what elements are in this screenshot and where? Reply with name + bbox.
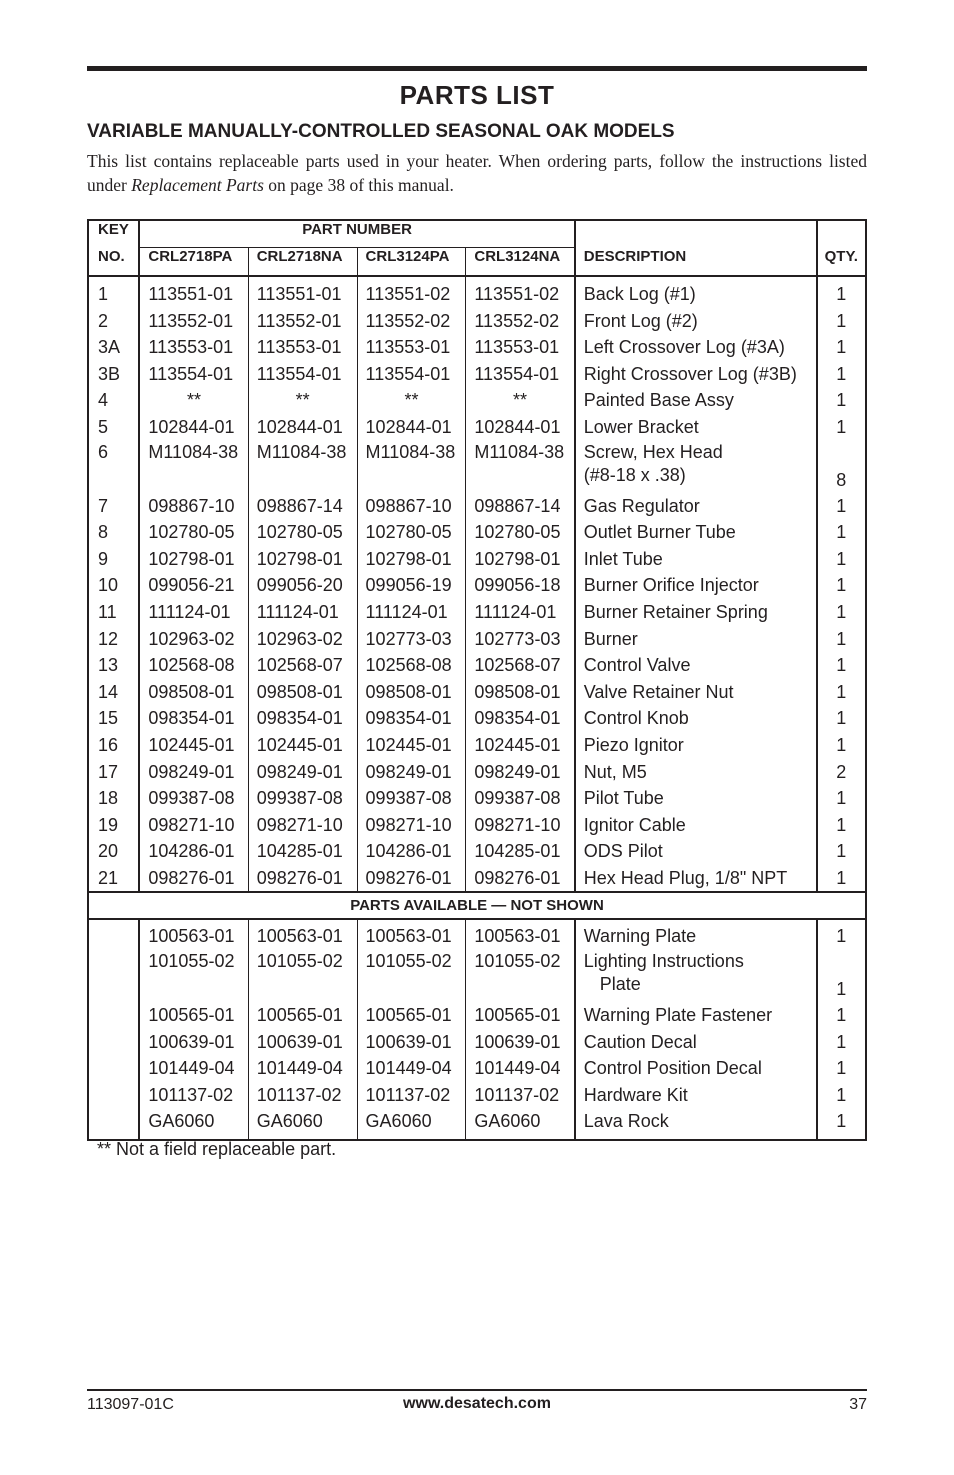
part-number-cell: 098276-01	[357, 865, 466, 893]
description-cell	[575, 759, 817, 786]
part-number-cell: 098249-01	[466, 759, 575, 786]
description-cell	[575, 361, 817, 388]
description-text-continued: (#8-18 x .38)	[583, 464, 686, 485]
quantity-cell: 1	[817, 493, 866, 520]
quantity-cell: 1	[817, 308, 866, 335]
description-cell	[575, 334, 817, 361]
part-number-cell: 113553-01	[466, 334, 575, 361]
quantity-cell: 1	[817, 865, 866, 893]
part-number-cell: 098276-01	[466, 865, 575, 893]
part-number-cell: 098508-01	[248, 679, 357, 706]
description-text: Valve Retainer Nut	[583, 681, 734, 702]
part-number-cell: 099056-19	[357, 572, 466, 599]
description-cell	[575, 865, 817, 893]
part-number-cell: 099387-08	[139, 785, 248, 812]
model-header-3: CRL3124PA	[357, 248, 466, 277]
key-number-empty	[88, 1029, 139, 1056]
part-number-cell: 113552-02	[466, 308, 575, 335]
key-number-empty	[88, 919, 139, 950]
description-cell	[575, 838, 817, 865]
part-number-cell: 101137-02	[248, 1082, 357, 1109]
part-number-cell: 098276-01	[139, 865, 248, 893]
description-cell	[575, 732, 817, 759]
part-number-cell: **	[357, 387, 466, 414]
description-cell	[575, 387, 817, 414]
description-cell	[575, 785, 817, 812]
part-number-cell: 100639-01	[139, 1029, 248, 1056]
key-number-empty	[88, 950, 139, 1002]
description-cell	[575, 572, 817, 599]
key-number: 20	[98, 841, 119, 862]
part-row	[88, 626, 866, 653]
part-number-cell: 099387-08	[466, 785, 575, 812]
available-parts-body	[88, 919, 866, 1140]
qty-header: QTY.	[817, 248, 866, 277]
key-number: 4	[98, 390, 109, 411]
key-number: 13	[98, 655, 119, 676]
part-number-cell: 098271-10	[248, 812, 357, 839]
quantity-cell: 1	[817, 812, 866, 839]
description-text: Pilot Tube	[583, 788, 664, 809]
part-row	[88, 865, 866, 893]
key-number-empty	[88, 1108, 139, 1140]
key-number: 3B	[98, 363, 121, 384]
description-text: Control Knob	[583, 708, 689, 729]
part-number-cell: **	[466, 387, 575, 414]
quantity-cell: 1	[817, 1082, 866, 1109]
description-cell	[575, 276, 817, 308]
part-row	[88, 308, 866, 335]
part-number-cell: 101055-02	[466, 950, 575, 1002]
part-number-cell: 100563-01	[139, 919, 248, 950]
quantity-cell: 1	[817, 785, 866, 812]
part-number-cell: M11084-38	[139, 441, 248, 493]
part-number-cell: 100563-01	[466, 919, 575, 950]
part-number-cell: 104285-01	[248, 838, 357, 865]
description-cell	[575, 705, 817, 732]
part-number-cell: 101449-04	[466, 1055, 575, 1082]
part-number-cell: 099387-08	[357, 785, 466, 812]
qty-header-spacer	[817, 220, 866, 248]
available-part-row	[88, 1108, 866, 1140]
quantity-cell: 1	[817, 276, 866, 308]
part-number-cell: GA6060	[357, 1108, 466, 1140]
part-number-cell: M11084-38	[466, 441, 575, 493]
key-number: 11	[98, 601, 117, 622]
description-text: Lava Rock	[583, 1111, 669, 1132]
part-number-cell: GA6060	[248, 1108, 357, 1140]
part-row	[88, 414, 866, 441]
quantity-cell: 1	[817, 838, 866, 865]
part-number-cell: 113553-01	[357, 334, 466, 361]
key-number: 19	[98, 814, 119, 835]
description-header: DESCRIPTION	[575, 248, 817, 277]
available-part-row	[88, 1082, 866, 1109]
quantity-cell: 1	[817, 361, 866, 388]
part-number-cell: 102445-01	[248, 732, 357, 759]
part-number-cell: 104286-01	[357, 838, 466, 865]
description-cell	[575, 1002, 817, 1029]
quantity-cell: 1	[817, 1108, 866, 1140]
description-text: Warning Plate	[583, 926, 697, 947]
parts-table-body	[88, 276, 866, 892]
part-number-cell: 101137-02	[466, 1082, 575, 1109]
key-number-empty	[88, 1002, 139, 1029]
key-number: 2	[98, 310, 109, 331]
part-number-cell: 101137-02	[139, 1082, 248, 1109]
part-row	[88, 705, 866, 732]
part-number-header: PART NUMBER	[139, 220, 574, 248]
part-row	[88, 572, 866, 599]
part-number-cell: 113551-01	[139, 276, 248, 308]
part-number-cell: 102798-01	[357, 546, 466, 573]
part-number-cell: 102844-01	[248, 414, 357, 441]
part-number-cell: 113551-02	[357, 276, 466, 308]
parts-table-header	[88, 220, 866, 276]
part-number-cell: 113551-01	[248, 276, 357, 308]
part-number-cell: 102963-02	[248, 626, 357, 653]
part-number-cell: 102798-01	[248, 546, 357, 573]
description-text: ODS Pilot	[583, 841, 663, 862]
part-number-cell: 101137-02	[357, 1082, 466, 1109]
part-number-cell: 102780-05	[139, 519, 248, 546]
available-part-row	[88, 950, 866, 1002]
description-text: Control Valve	[583, 655, 691, 676]
description-cell	[575, 950, 817, 1002]
quantity-cell: 1	[817, 950, 866, 1002]
part-number-cell: 100639-01	[357, 1029, 466, 1056]
part-number-cell: 098271-10	[466, 812, 575, 839]
part-number-cell: 102568-08	[357, 652, 466, 679]
description-text: Burner Retainer Spring	[583, 601, 768, 622]
part-number-cell: 102780-05	[248, 519, 357, 546]
description-text-continued: Plate	[599, 974, 641, 995]
key-number-empty	[88, 1082, 139, 1109]
part-row	[88, 759, 866, 786]
part-number-cell: 102773-03	[466, 626, 575, 653]
part-row	[88, 361, 866, 388]
website-link: www.desatech.com	[403, 1395, 551, 1412]
intro-italic-reference: Replacement Parts	[131, 175, 264, 195]
key-number: 14	[98, 681, 119, 702]
section-subtitle: VARIABLE MANUALLY-CONTROLLED SEASONAL OAK MODELS	[87, 121, 675, 142]
part-number-cell: 099056-18	[466, 572, 575, 599]
part-number-cell: 102568-07	[466, 652, 575, 679]
quantity-cell: 1	[817, 334, 866, 361]
description-cell	[575, 1082, 817, 1109]
quantity-cell: 1	[817, 652, 866, 679]
parts-available-heading: PARTS AVAILABLE — NOT SHOWN	[88, 892, 866, 919]
part-row	[88, 838, 866, 865]
key-header-top: KEY	[98, 221, 129, 238]
part-number-cell: 098249-01	[248, 759, 357, 786]
part-number-cell: 098508-01	[466, 679, 575, 706]
part-number-cell: 098354-01	[466, 705, 575, 732]
part-row	[88, 519, 866, 546]
part-number-cell: 101055-02	[248, 950, 357, 1002]
part-number-cell: 098276-01	[248, 865, 357, 893]
bottom-rule	[87, 1389, 867, 1391]
part-number-cell: 101449-04	[139, 1055, 248, 1082]
quantity-cell: 1	[817, 732, 866, 759]
part-number-cell: 098249-01	[139, 759, 248, 786]
part-number-cell: GA6060	[139, 1108, 248, 1140]
description-cell	[575, 1055, 817, 1082]
description-cell	[575, 546, 817, 573]
description-cell	[575, 1108, 817, 1140]
part-number-cell: 100565-01	[466, 1002, 575, 1029]
part-number-cell: 100563-01	[248, 919, 357, 950]
part-number-cell: 102568-08	[139, 652, 248, 679]
part-row	[88, 679, 866, 706]
part-number-cell: 113554-01	[248, 361, 357, 388]
quantity-cell: 1	[817, 1002, 866, 1029]
part-number-cell: 102568-07	[248, 652, 357, 679]
model-header-1: CRL2718PA	[139, 248, 248, 277]
part-number-cell: M11084-38	[248, 441, 357, 493]
part-number-cell: 113552-01	[139, 308, 248, 335]
part-row	[88, 732, 866, 759]
part-number-cell: 100565-01	[248, 1002, 357, 1029]
part-number-cell: 102844-01	[139, 414, 248, 441]
available-part-row	[88, 1055, 866, 1082]
part-number-cell: 098249-01	[357, 759, 466, 786]
page-number: 37	[849, 1396, 867, 1413]
page-title: PARTS LIST	[399, 80, 555, 110]
part-number-cell: 100565-01	[139, 1002, 248, 1029]
part-number-cell: 098271-10	[139, 812, 248, 839]
description-text: Front Log (#2)	[583, 310, 698, 331]
part-number-cell: 101449-04	[248, 1055, 357, 1082]
part-number-cell: 098271-10	[357, 812, 466, 839]
part-number-cell: 100565-01	[357, 1002, 466, 1029]
key-number: 6	[98, 441, 109, 462]
part-number-cell: 102798-01	[139, 546, 248, 573]
part-number-cell: 098354-01	[248, 705, 357, 732]
part-number-cell: 113553-01	[248, 334, 357, 361]
section-divider	[88, 892, 866, 919]
key-number: 12	[98, 628, 119, 649]
part-row	[88, 441, 866, 493]
intro-text-end: on page 38 of this manual.	[263, 175, 454, 195]
part-number-cell: 102963-02	[139, 626, 248, 653]
model-header-2: CRL2718NA	[248, 248, 357, 277]
description-text: Back Log (#1)	[583, 284, 696, 304]
part-number-cell: 102780-05	[466, 519, 575, 546]
part-number-cell: 102798-01	[466, 546, 575, 573]
description-cell	[575, 626, 817, 653]
part-number-cell: 113554-01	[357, 361, 466, 388]
key-number: 10	[98, 575, 119, 596]
description-text: Outlet Burner Tube	[583, 522, 736, 543]
key-header-bottom: NO.	[98, 247, 125, 265]
description-cell	[575, 599, 817, 626]
quantity-cell: 1	[817, 599, 866, 626]
description-text: Piezo Ignitor	[583, 734, 684, 755]
key-number: 18	[98, 788, 119, 809]
part-number-cell: 100639-01	[466, 1029, 575, 1056]
footnote: ** Not a field replaceable part.	[97, 1139, 337, 1159]
part-number-cell: 099056-20	[248, 572, 357, 599]
part-number-cell: 098867-10	[139, 493, 248, 520]
available-part-row	[88, 919, 866, 950]
key-number: 1	[98, 284, 109, 304]
key-number: 9	[98, 548, 109, 569]
description-text: Inlet Tube	[583, 548, 663, 569]
key-number: 7	[98, 495, 109, 516]
key-number: 21	[98, 867, 119, 888]
part-number-cell: **	[139, 387, 248, 414]
key-number: 5	[98, 416, 109, 437]
available-part-row	[88, 1002, 866, 1029]
part-row	[88, 276, 866, 308]
quantity-cell: 1	[817, 679, 866, 706]
description-text: Warning Plate Fastener	[583, 1005, 773, 1026]
part-number-cell: 113554-01	[466, 361, 575, 388]
part-row	[88, 652, 866, 679]
quantity-cell: 1	[817, 387, 866, 414]
part-number-cell: 101055-02	[357, 950, 466, 1002]
part-number-cell: 098354-01	[139, 705, 248, 732]
quantity-cell: 1	[817, 1029, 866, 1056]
part-number-cell: 111124-01	[139, 599, 248, 626]
part-number-cell: 102844-01	[357, 414, 466, 441]
description-text: Left Crossover Log (#3A)	[583, 337, 785, 358]
part-row	[88, 387, 866, 414]
part-row	[88, 599, 866, 626]
description-text: Painted Base Assy	[583, 390, 734, 411]
part-number-cell: 113551-02	[466, 276, 575, 308]
part-number-cell: 102773-03	[357, 626, 466, 653]
part-number-cell: 113554-01	[139, 361, 248, 388]
description-text: Lower Bracket	[583, 416, 699, 437]
description-cell	[575, 493, 817, 520]
quantity-cell: 1	[817, 414, 866, 441]
description-text: Caution Decal	[583, 1031, 697, 1052]
part-row	[88, 334, 866, 361]
description-text: Hex Head Plug, 1/8" NPT	[583, 867, 788, 888]
part-number-cell: 111124-01	[248, 599, 357, 626]
key-number-empty	[88, 1055, 139, 1082]
description-text: Gas Regulator	[583, 495, 700, 516]
part-number-cell: 111124-01	[357, 599, 466, 626]
part-number-cell: M11084-38	[357, 441, 466, 493]
part-number-cell: 111124-01	[466, 599, 575, 626]
description-text: Ignitor Cable	[583, 814, 686, 835]
quantity-cell: 1	[817, 1055, 866, 1082]
part-number-cell: 098508-01	[357, 679, 466, 706]
description-text: Hardware Kit	[583, 1084, 688, 1105]
quantity-cell: 1	[817, 519, 866, 546]
description-text: Right Crossover Log (#3B)	[583, 363, 797, 384]
part-number-cell: 101449-04	[357, 1055, 466, 1082]
top-rule	[87, 66, 867, 71]
part-number-cell: 102445-01	[139, 732, 248, 759]
part-number-cell: 101055-02	[139, 950, 248, 1002]
part-number-cell: 099387-08	[248, 785, 357, 812]
description-text: Screw, Hex Head	[583, 441, 723, 462]
quantity-cell: 1	[817, 572, 866, 599]
quantity-cell: 8	[817, 441, 866, 493]
part-number-cell: 100639-01	[248, 1029, 357, 1056]
available-part-row	[88, 1029, 866, 1056]
quantity-cell: 1	[817, 919, 866, 950]
part-number-cell: 102445-01	[466, 732, 575, 759]
quantity-cell: 1	[817, 626, 866, 653]
description-text: Nut, M5	[583, 761, 647, 782]
quantity-cell: 1	[817, 705, 866, 732]
quantity-cell: 1	[817, 546, 866, 573]
part-number-cell: **	[248, 387, 357, 414]
part-number-cell: 099056-21	[139, 572, 248, 599]
parts-table	[87, 219, 867, 1141]
description-cell	[575, 414, 817, 441]
description-cell	[575, 1029, 817, 1056]
description-cell	[575, 652, 817, 679]
key-number: 8	[98, 522, 109, 543]
key-number: 15	[98, 708, 119, 729]
key-number: 17	[98, 761, 119, 782]
description-cell	[575, 919, 817, 950]
part-number-cell: 113552-01	[248, 308, 357, 335]
part-row	[88, 785, 866, 812]
description-text: Lighting Instructions	[583, 951, 744, 972]
description-cell	[575, 441, 817, 493]
description-cell	[575, 812, 817, 839]
model-header-4: CRL3124NA	[466, 248, 575, 277]
part-number-cell: 104286-01	[139, 838, 248, 865]
description-cell	[575, 308, 817, 335]
description-cell	[575, 519, 817, 546]
quantity-cell: 2	[817, 759, 866, 786]
description-cell	[575, 679, 817, 706]
intro-paragraph	[87, 149, 867, 197]
part-number-cell: GA6060	[466, 1108, 575, 1140]
part-number-cell: 098867-14	[466, 493, 575, 520]
part-number-cell: 100563-01	[357, 919, 466, 950]
part-row	[88, 546, 866, 573]
part-number-cell: 098867-14	[248, 493, 357, 520]
key-number: 3A	[98, 337, 121, 358]
description-text: Burner Orifice Injector	[583, 575, 759, 596]
part-number-cell: 098867-10	[357, 493, 466, 520]
intro-text-start: This list contains replaceable parts used in your heater. When ordering parts, follow the instructions listed under	[87, 151, 867, 195]
part-number-cell: 104285-01	[466, 838, 575, 865]
part-number-cell: 102780-05	[357, 519, 466, 546]
key-number: 16	[98, 734, 119, 755]
description-header-spacer	[575, 220, 817, 248]
part-row	[88, 812, 866, 839]
part-number-cell: 113553-01	[139, 334, 248, 361]
description-text: Burner	[583, 628, 638, 649]
part-number-cell: 113552-02	[357, 308, 466, 335]
part-number-cell: 098508-01	[139, 679, 248, 706]
part-row	[88, 493, 866, 520]
part-number-cell: 102445-01	[357, 732, 466, 759]
part-number-cell: 098354-01	[357, 705, 466, 732]
description-text: Control Position Decal	[583, 1058, 762, 1079]
part-number-cell: 102844-01	[466, 414, 575, 441]
document-number: 113097-01C	[87, 1396, 174, 1413]
